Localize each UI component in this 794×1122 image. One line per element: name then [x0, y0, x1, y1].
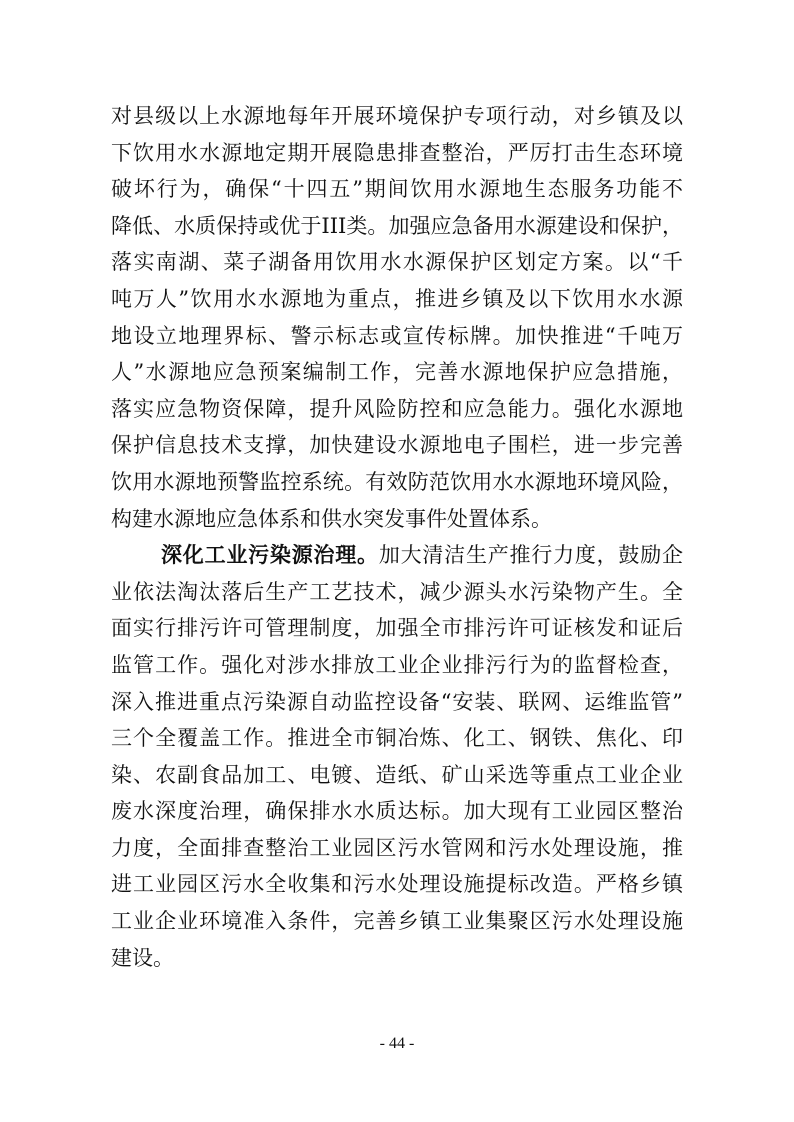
paragraph-2	[111, 537, 683, 976]
paragraph-1	[111, 98, 683, 537]
text-line: 进工业园区污水全收集和污水处理设施提标改造。严格乡镇	[111, 872, 683, 897]
text-line: 建设。	[111, 945, 174, 970]
paragraph-heading: 深化工业污染源治理。	[161, 542, 379, 568]
text-line: 三个全覆盖工作。推进全市铜冶炼、化工、钢铁、焦化、印	[111, 726, 683, 751]
text-line: 人”水源地应急预案编制工作，完善水源地保护应急措施，	[111, 360, 683, 385]
text-line: 饮用水源地预警监控系统。有效防范饮用水水源地环境风险，	[111, 469, 683, 494]
text-line-first	[111, 537, 683, 574]
text-line: 深入推进重点污染源自动监控设备“安装、联网、运维监管”	[111, 689, 683, 714]
text-line: 保护信息技术支撑，加快建设水源地电子围栏，进一步完善	[111, 433, 683, 458]
text-line: 业依法淘汰落后生产工艺技术，减少源头水污染物产生。全	[111, 579, 683, 604]
text-line: 力度，全面排查整治工业园区污水管网和污水处理设施，推	[111, 835, 683, 860]
page-number: - 44 -	[379, 1035, 415, 1052]
text-line: 地设立地理界标、警示标志或宣传标牌。加快推进“千吨万	[111, 323, 683, 348]
text-line: 落实南湖、菜子湖备用饮用水水源保护区划定方案。以“千	[111, 250, 683, 275]
body-text	[111, 98, 683, 976]
text-line: 落实应急物资保障，提升风险防控和应急能力。强化水源地	[111, 396, 683, 421]
text-line: 吨万人”饮用水水源地为重点，推进乡镇及以下饮用水水源	[111, 286, 683, 311]
text-line: 构建水源地应急体系和供水突发事件处置体系。	[111, 506, 552, 531]
text-line: 废水深度治理，确保排水水质达标。加大现有工业园区整治	[111, 799, 683, 824]
text-line: 降低、水质保持或优于III类。加强应急备用水源建设和保护，	[111, 213, 683, 238]
text-line: 对县级以上水源地每年开展环境保护专项行动，对乡镇及以	[111, 104, 683, 128]
text-line: 工业企业环境准入条件，完善乡镇工业集聚区污水处理设施	[111, 909, 683, 934]
text-line: 下饮用水水源地定期开展隐患排查整治，严厉打击生态环境	[111, 140, 683, 165]
text-line: 破坏行为，确保“十四五”期间饮用水源地生态服务功能不	[111, 177, 683, 202]
text-line: 面实行排污许可管理制度，加强全市排污许可证核发和证后	[111, 616, 683, 641]
paragraph-heading-rest: 加大清洁生产推行力度，鼓励企	[378, 543, 684, 568]
text-line: 染、农副食品加工、电镀、造纸、矿山采选等重点工业企业	[111, 762, 683, 787]
text-line: 监管工作。强化对涉水排放工业企业排污行为的监督检查，	[111, 652, 683, 677]
